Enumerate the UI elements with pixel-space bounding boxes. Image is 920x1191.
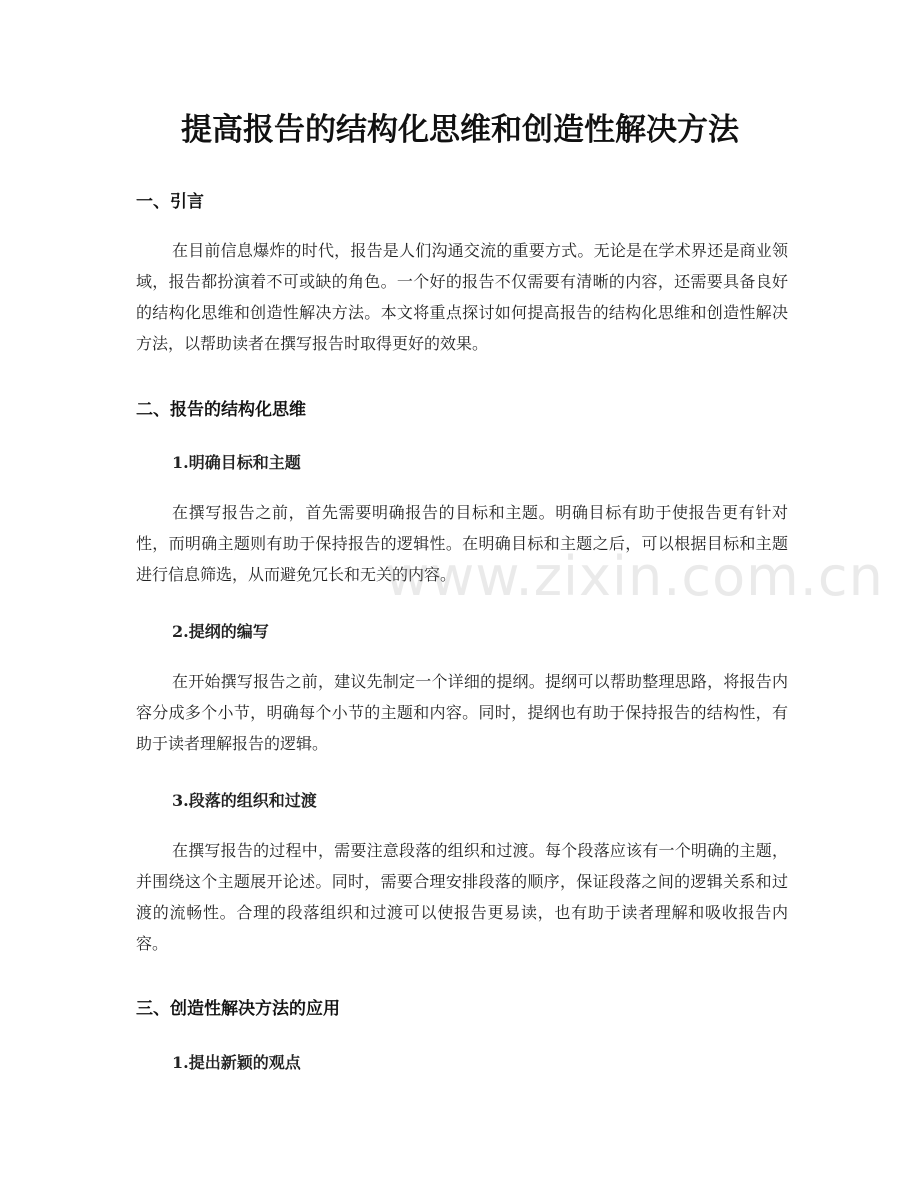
section-heading-creative-solutions: 三、创造性解决方法的应用 <box>136 999 340 1019</box>
subheading-novel-viewpoints: 1.提出新颖的观点 <box>172 1053 301 1072</box>
subheading-paragraph-organization: 3.段落的组织和过渡 <box>172 791 317 810</box>
watermark: www.zixin.com.cn <box>385 545 884 608</box>
outline-writing-paragraph: 在开始撰写报告之前，建议先制定一个详细的提纲。提纲可以帮助整理思路，将报告内容分成多个小节，明确每个小节的主题和内容。同时，提纲也有助于保持报告的结构性，有助于读者理解报告的逻辑。 <box>136 672 788 753</box>
section-heading-structured-thinking: 二、报告的结构化思维 <box>136 400 306 420</box>
subheading-outline-writing: 2.提纲的编写 <box>172 622 269 641</box>
subheading-goals-and-theme: 1.明确目标和主题 <box>172 453 301 472</box>
paragraph-organization-paragraph: 在撰写报告的过程中，需要注意段落的组织和过渡。每个段落应该有一个明确的主题，并围绕这个主题展开论述。同时，需要合理安排段落的顺序，保证段落之间的逻辑关系和过渡的流畅性。合理的段落组织和过渡可以使报告更易读，也有助于读者理解和吸收报告内容。 <box>136 841 788 953</box>
document-title: 提高报告的结构化思维和创造性解决方法 <box>181 112 739 148</box>
introduction-paragraph: 在目前信息爆炸的时代，报告是人们沟通交流的重要方式。无论是在学术界还是商业领域，报告都扮演着不可或缺的角色。一个好的报告不仅需要有清晰的内容，还需要具备良好的结构化思维和创造性解决方法。本文将重点探讨如何提高报告的结构化思维和创造性解决方法，以帮助读者在撰写报告时取得更好的效果。 <box>136 241 788 353</box>
goals-and-theme-paragraph: 在撰写报告之前，首先需要明确报告的目标和主题。明确目标有助于使报告更有针对性，而明确主题则有助于保持报告的逻辑性。在明确目标和主题之后，可以根据目标和主题进行信息筛选，从而避免冗长和无关的内容。 <box>136 503 788 584</box>
section-heading-introduction: 一、引言 <box>136 192 204 212</box>
